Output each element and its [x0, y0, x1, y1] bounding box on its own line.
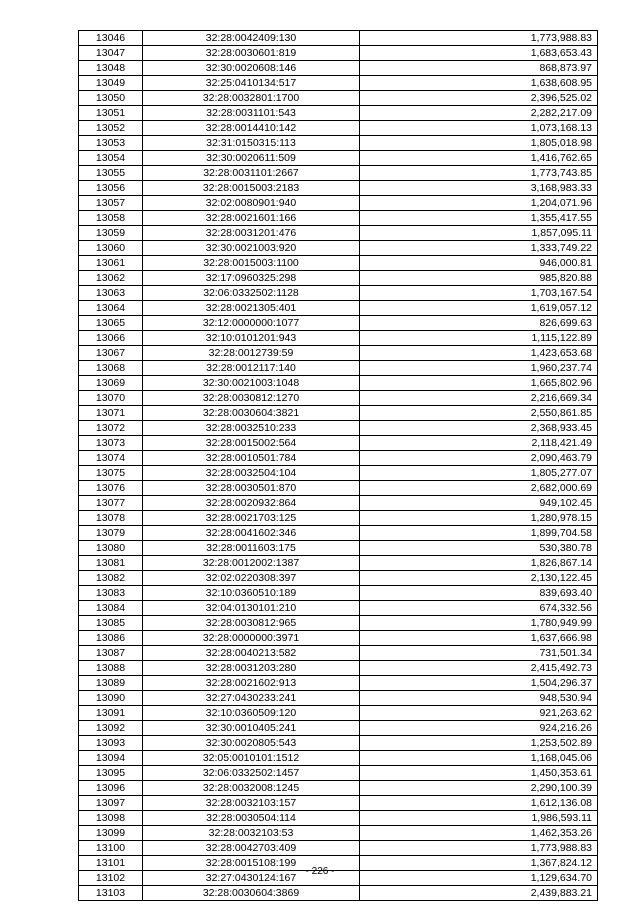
amount-cell: 1,168,045.06: [360, 751, 598, 766]
cadastral-number-cell: 32:30:0010405:241: [143, 721, 360, 736]
row-number-cell: 13081: [79, 556, 143, 571]
table-row: [79, 376, 598, 391]
cadastral-number-cell: 32:28:0021305:401: [143, 301, 360, 316]
amount-cell: 1,683,653.43: [360, 46, 598, 61]
cadastral-number-cell: 32:28:0000000:3971: [143, 631, 360, 646]
row-number-cell: 13074: [79, 451, 143, 466]
cadastral-number-cell: 32:28:0030812:965: [143, 616, 360, 631]
table-row: [79, 271, 598, 286]
table-row: [79, 406, 598, 421]
table-row: [79, 556, 598, 571]
table-row: [79, 466, 598, 481]
table-row: [79, 451, 598, 466]
row-number-cell: 13100: [79, 841, 143, 856]
table-row: [79, 541, 598, 556]
amount-cell: 1,416,762.65: [360, 151, 598, 166]
cadastral-number-cell: 32:28:0015108:199: [143, 856, 360, 871]
row-number-cell: 13099: [79, 826, 143, 841]
table-row: [79, 601, 598, 616]
table-row: [79, 796, 598, 811]
cadastral-number-cell: 32:28:0031201:476: [143, 226, 360, 241]
table-row: [79, 661, 598, 676]
cadastral-number-cell: 32:28:0030501:870: [143, 481, 360, 496]
table-row: [79, 91, 598, 106]
amount-cell: 949,102.45: [360, 496, 598, 511]
amount-cell: 948,530.94: [360, 691, 598, 706]
table-body: [79, 31, 598, 901]
cadastral-number-cell: 32:27:0430233:241: [143, 691, 360, 706]
cadastral-number-cell: 32:28:0021601:166: [143, 211, 360, 226]
cadastral-number-cell: 32:28:0031203:280: [143, 661, 360, 676]
amount-cell: 2,682,000.69: [360, 481, 598, 496]
amount-cell: 1,857,095.11: [360, 226, 598, 241]
cadastral-number-cell: 32:05:0010101:1512: [143, 751, 360, 766]
cadastral-number-cell: 32:28:0041602:346: [143, 526, 360, 541]
row-number-cell: 13070: [79, 391, 143, 406]
cadastral-number-cell: 32:30:0020611:509: [143, 151, 360, 166]
amount-cell: 1,450,353.61: [360, 766, 598, 781]
row-number-cell: 13085: [79, 616, 143, 631]
row-number-cell: 13056: [79, 181, 143, 196]
amount-cell: 2,550,861.85: [360, 406, 598, 421]
cadastral-number-cell: 32:28:0012117:140: [143, 361, 360, 376]
table-row: [79, 211, 598, 226]
amount-cell: 1,805,018.98: [360, 136, 598, 151]
amount-cell: 1,129,634.70: [360, 871, 598, 886]
row-number-cell: 13063: [79, 286, 143, 301]
row-number-cell: 13086: [79, 631, 143, 646]
cadastral-number-cell: 32:30:0021003:920: [143, 241, 360, 256]
amount-cell: 3,168,983.33: [360, 181, 598, 196]
row-number-cell: 13091: [79, 706, 143, 721]
table-row: [79, 811, 598, 826]
row-number-cell: 13047: [79, 46, 143, 61]
table-row: [79, 586, 598, 601]
table-row: [79, 421, 598, 436]
cadastral-number-cell: 32:28:0030601:819: [143, 46, 360, 61]
row-number-cell: 13080: [79, 541, 143, 556]
amount-cell: 1,899,704.58: [360, 526, 598, 541]
amount-cell: 921,263.62: [360, 706, 598, 721]
cadastral-number-cell: 32:17:0960325:298: [143, 271, 360, 286]
table-row: [79, 391, 598, 406]
row-number-cell: 13095: [79, 766, 143, 781]
cadastral-number-cell: 32:28:0011603:175: [143, 541, 360, 556]
amount-cell: 1,367,824.12: [360, 856, 598, 871]
cadastral-number-cell: 32:28:0030812:1270: [143, 391, 360, 406]
cadastral-number-cell: 32:02:0080901:940: [143, 196, 360, 211]
cadastral-number-cell: 32:28:0032504:104: [143, 466, 360, 481]
cadastral-number-cell: 32:10:0101201:943: [143, 331, 360, 346]
row-number-cell: 13094: [79, 751, 143, 766]
amount-cell: 2,130,122.45: [360, 571, 598, 586]
cadastral-number-cell: 32:28:0032103:53: [143, 826, 360, 841]
row-number-cell: 13075: [79, 466, 143, 481]
table-row: [79, 721, 598, 736]
amount-cell: 2,282,217.09: [360, 106, 598, 121]
cadastral-number-cell: 32:30:0020608:146: [143, 61, 360, 76]
amount-cell: 530,380.78: [360, 541, 598, 556]
amount-cell: 1,115,122.89: [360, 331, 598, 346]
row-number-cell: 13083: [79, 586, 143, 601]
cadastral-number-cell: 32:10:0360509:120: [143, 706, 360, 721]
table-row: [79, 781, 598, 796]
cadastral-number-cell: 32:28:0012739:59: [143, 346, 360, 361]
amount-cell: 1,637,666.98: [360, 631, 598, 646]
amount-cell: 2,396,525.02: [360, 91, 598, 106]
row-number-cell: 13048: [79, 61, 143, 76]
amount-cell: 2,290,100.39: [360, 781, 598, 796]
row-number-cell: 13082: [79, 571, 143, 586]
table-row: [79, 616, 598, 631]
table-row: [79, 646, 598, 661]
cadastral-number-cell: 32:28:0020932:864: [143, 496, 360, 511]
row-number-cell: 13088: [79, 661, 143, 676]
table-row: [79, 736, 598, 751]
cadastral-number-cell: 32:28:0015003:2183: [143, 181, 360, 196]
data-table: [78, 30, 598, 901]
table-row: [79, 106, 598, 121]
table-row: [79, 256, 598, 271]
amount-cell: 1,462,353.26: [360, 826, 598, 841]
amount-cell: 731,501.34: [360, 646, 598, 661]
amount-cell: 2,118,421.49: [360, 436, 598, 451]
cadastral-number-cell: 32:28:0042703:409: [143, 841, 360, 856]
table-row: [79, 706, 598, 721]
table-row: [79, 301, 598, 316]
table-row: [79, 226, 598, 241]
table-row: [79, 136, 598, 151]
amount-cell: 1,665,802.96: [360, 376, 598, 391]
cadastral-number-cell: 32:27:0430124:167: [143, 871, 360, 886]
amount-cell: 674,332.56: [360, 601, 598, 616]
table-row: [79, 631, 598, 646]
cadastral-number-cell: 32:28:0040213:582: [143, 646, 360, 661]
table-row: [79, 766, 598, 781]
cadastral-number-cell: 32:12:0000000:1077: [143, 316, 360, 331]
amount-cell: 1,619,057.12: [360, 301, 598, 316]
row-number-cell: 13046: [79, 31, 143, 46]
table-row: [79, 166, 598, 181]
cadastral-number-cell: 32:30:0020805:543: [143, 736, 360, 751]
amount-cell: 2,216,669.34: [360, 391, 598, 406]
row-number-cell: 13065: [79, 316, 143, 331]
amount-cell: 1,253,502.89: [360, 736, 598, 751]
cadastral-number-cell: 32:28:0032103:157: [143, 796, 360, 811]
row-number-cell: 13072: [79, 421, 143, 436]
row-number-cell: 13077: [79, 496, 143, 511]
row-number-cell: 13092: [79, 721, 143, 736]
row-number-cell: 13076: [79, 481, 143, 496]
table-row: [79, 841, 598, 856]
amount-cell: 1,986,593.11: [360, 811, 598, 826]
amount-cell: 1,423,653.68: [360, 346, 598, 361]
row-number-cell: 13060: [79, 241, 143, 256]
row-number-cell: 13064: [79, 301, 143, 316]
row-number-cell: 13061: [79, 256, 143, 271]
row-number-cell: 13055: [79, 166, 143, 181]
table-row: [79, 196, 598, 211]
cadastral-number-cell: 32:28:0031101:2667: [143, 166, 360, 181]
row-number-cell: 13050: [79, 91, 143, 106]
row-number-cell: 13068: [79, 361, 143, 376]
row-number-cell: 13058: [79, 211, 143, 226]
amount-cell: 1,333,749.22: [360, 241, 598, 256]
row-number-cell: 13059: [79, 226, 143, 241]
table-row: [79, 436, 598, 451]
row-number-cell: 13067: [79, 346, 143, 361]
table-row: [79, 241, 598, 256]
amount-cell: 924,216.26: [360, 721, 598, 736]
amount-cell: 1,960,237.74: [360, 361, 598, 376]
cadastral-number-cell: 32:28:0032801:1700: [143, 91, 360, 106]
row-number-cell: 13090: [79, 691, 143, 706]
table-row: [79, 826, 598, 841]
table-row: [79, 61, 598, 76]
amount-cell: 1,204,071.96: [360, 196, 598, 211]
cadastral-number-cell: 32:04:0130101:210: [143, 601, 360, 616]
table-row: [79, 31, 598, 46]
row-number-cell: 13089: [79, 676, 143, 691]
table-row: [79, 181, 598, 196]
amount-cell: 1,504,296.37: [360, 676, 598, 691]
amount-cell: 1,780,949.99: [360, 616, 598, 631]
amount-cell: 1,805,277.07: [360, 466, 598, 481]
cadastral-number-cell: 32:28:0012002:1387: [143, 556, 360, 571]
row-number-cell: 13062: [79, 271, 143, 286]
amount-cell: 946,000.81: [360, 256, 598, 271]
row-number-cell: 13049: [79, 76, 143, 91]
row-number-cell: 13052: [79, 121, 143, 136]
table-row: [79, 76, 598, 91]
table-row: [79, 361, 598, 376]
cadastral-number-cell: 32:02:0220308:397: [143, 571, 360, 586]
table-row: [79, 46, 598, 61]
cadastral-number-cell: 32:28:0030604:3821: [143, 406, 360, 421]
row-number-cell: 13057: [79, 196, 143, 211]
amount-cell: 1,073,168.13: [360, 121, 598, 136]
row-number-cell: 13066: [79, 331, 143, 346]
row-number-cell: 13097: [79, 796, 143, 811]
row-number-cell: 13069: [79, 376, 143, 391]
row-number-cell: 13054: [79, 151, 143, 166]
cadastral-number-cell: 32:28:0042409:130: [143, 31, 360, 46]
cadastral-number-cell: 32:28:0014410:142: [143, 121, 360, 136]
cadastral-number-cell: 32:28:0032510:233: [143, 421, 360, 436]
table-row: [79, 676, 598, 691]
table-row: [79, 526, 598, 541]
cadastral-number-cell: 32:28:0032008:1245: [143, 781, 360, 796]
cadastral-number-cell: 32:06:0332502:1457: [143, 766, 360, 781]
row-number-cell: 13078: [79, 511, 143, 526]
amount-cell: 1,280,978.15: [360, 511, 598, 526]
table-row: [79, 121, 598, 136]
amount-cell: 1,773,988.83: [360, 31, 598, 46]
cadastral-number-cell: 32:28:0021703:125: [143, 511, 360, 526]
row-number-cell: 13098: [79, 811, 143, 826]
table-row: [79, 751, 598, 766]
row-number-cell: 13071: [79, 406, 143, 421]
cadastral-number-cell: 32:28:0031101:543: [143, 106, 360, 121]
amount-cell: 1,773,988.83: [360, 841, 598, 856]
amount-cell: 1,703,167.54: [360, 286, 598, 301]
cadastral-number-cell: 32:28:0021602:913: [143, 676, 360, 691]
row-number-cell: 13103: [79, 886, 143, 901]
row-number-cell: 13096: [79, 781, 143, 796]
amount-cell: 2,415,492.73: [360, 661, 598, 676]
table-row: [79, 151, 598, 166]
row-number-cell: 13051: [79, 106, 143, 121]
cadastral-number-cell: 32:28:0030604:3869: [143, 886, 360, 901]
amount-cell: 1,612,136.08: [360, 796, 598, 811]
table-row: [79, 691, 598, 706]
amount-cell: 2,090,463.79: [360, 451, 598, 466]
amount-cell: 2,439,883.21: [360, 886, 598, 901]
amount-cell: 1,773,743.85: [360, 166, 598, 181]
table-row: [79, 886, 598, 901]
amount-cell: 1,826,867.14: [360, 556, 598, 571]
cadastral-number-cell: 32:28:0010501:784: [143, 451, 360, 466]
amount-cell: 839,693.40: [360, 586, 598, 601]
table-row: [79, 316, 598, 331]
cadastral-number-cell: 32:28:0030504:114: [143, 811, 360, 826]
amount-cell: 2,368,933.45: [360, 421, 598, 436]
table-row: [79, 511, 598, 526]
table-row: [79, 481, 598, 496]
row-number-cell: 13073: [79, 436, 143, 451]
cadastral-number-cell: 32:06:0332502:1128: [143, 286, 360, 301]
amount-cell: 1,638,608.95: [360, 76, 598, 91]
table-row: [79, 286, 598, 301]
cadastral-number-cell: 32:28:0015003:1100: [143, 256, 360, 271]
row-number-cell: 13101: [79, 856, 143, 871]
table-row: [79, 496, 598, 511]
cadastral-number-cell: 32:25:0410134:517: [143, 76, 360, 91]
row-number-cell: 13084: [79, 601, 143, 616]
cadastral-number-cell: 32:30:0021003:1048: [143, 376, 360, 391]
row-number-cell: 13093: [79, 736, 143, 751]
row-number-cell: 13102: [79, 871, 143, 886]
amount-cell: 985,820.88: [360, 271, 598, 286]
cadastral-number-cell: 32:31:0150315:113: [143, 136, 360, 151]
amount-cell: 826,699.63: [360, 316, 598, 331]
row-number-cell: 13087: [79, 646, 143, 661]
table-row: [79, 331, 598, 346]
table-row: [79, 571, 598, 586]
page-number: - 226 -: [305, 866, 335, 877]
row-number-cell: 13079: [79, 526, 143, 541]
table-row: [79, 346, 598, 361]
cadastral-number-cell: 32:10:0360510:189: [143, 586, 360, 601]
row-number-cell: 13053: [79, 136, 143, 151]
amount-cell: 1,355,417.55: [360, 211, 598, 226]
cadastral-number-cell: 32:28:0015002:564: [143, 436, 360, 451]
amount-cell: 868,873.97: [360, 61, 598, 76]
